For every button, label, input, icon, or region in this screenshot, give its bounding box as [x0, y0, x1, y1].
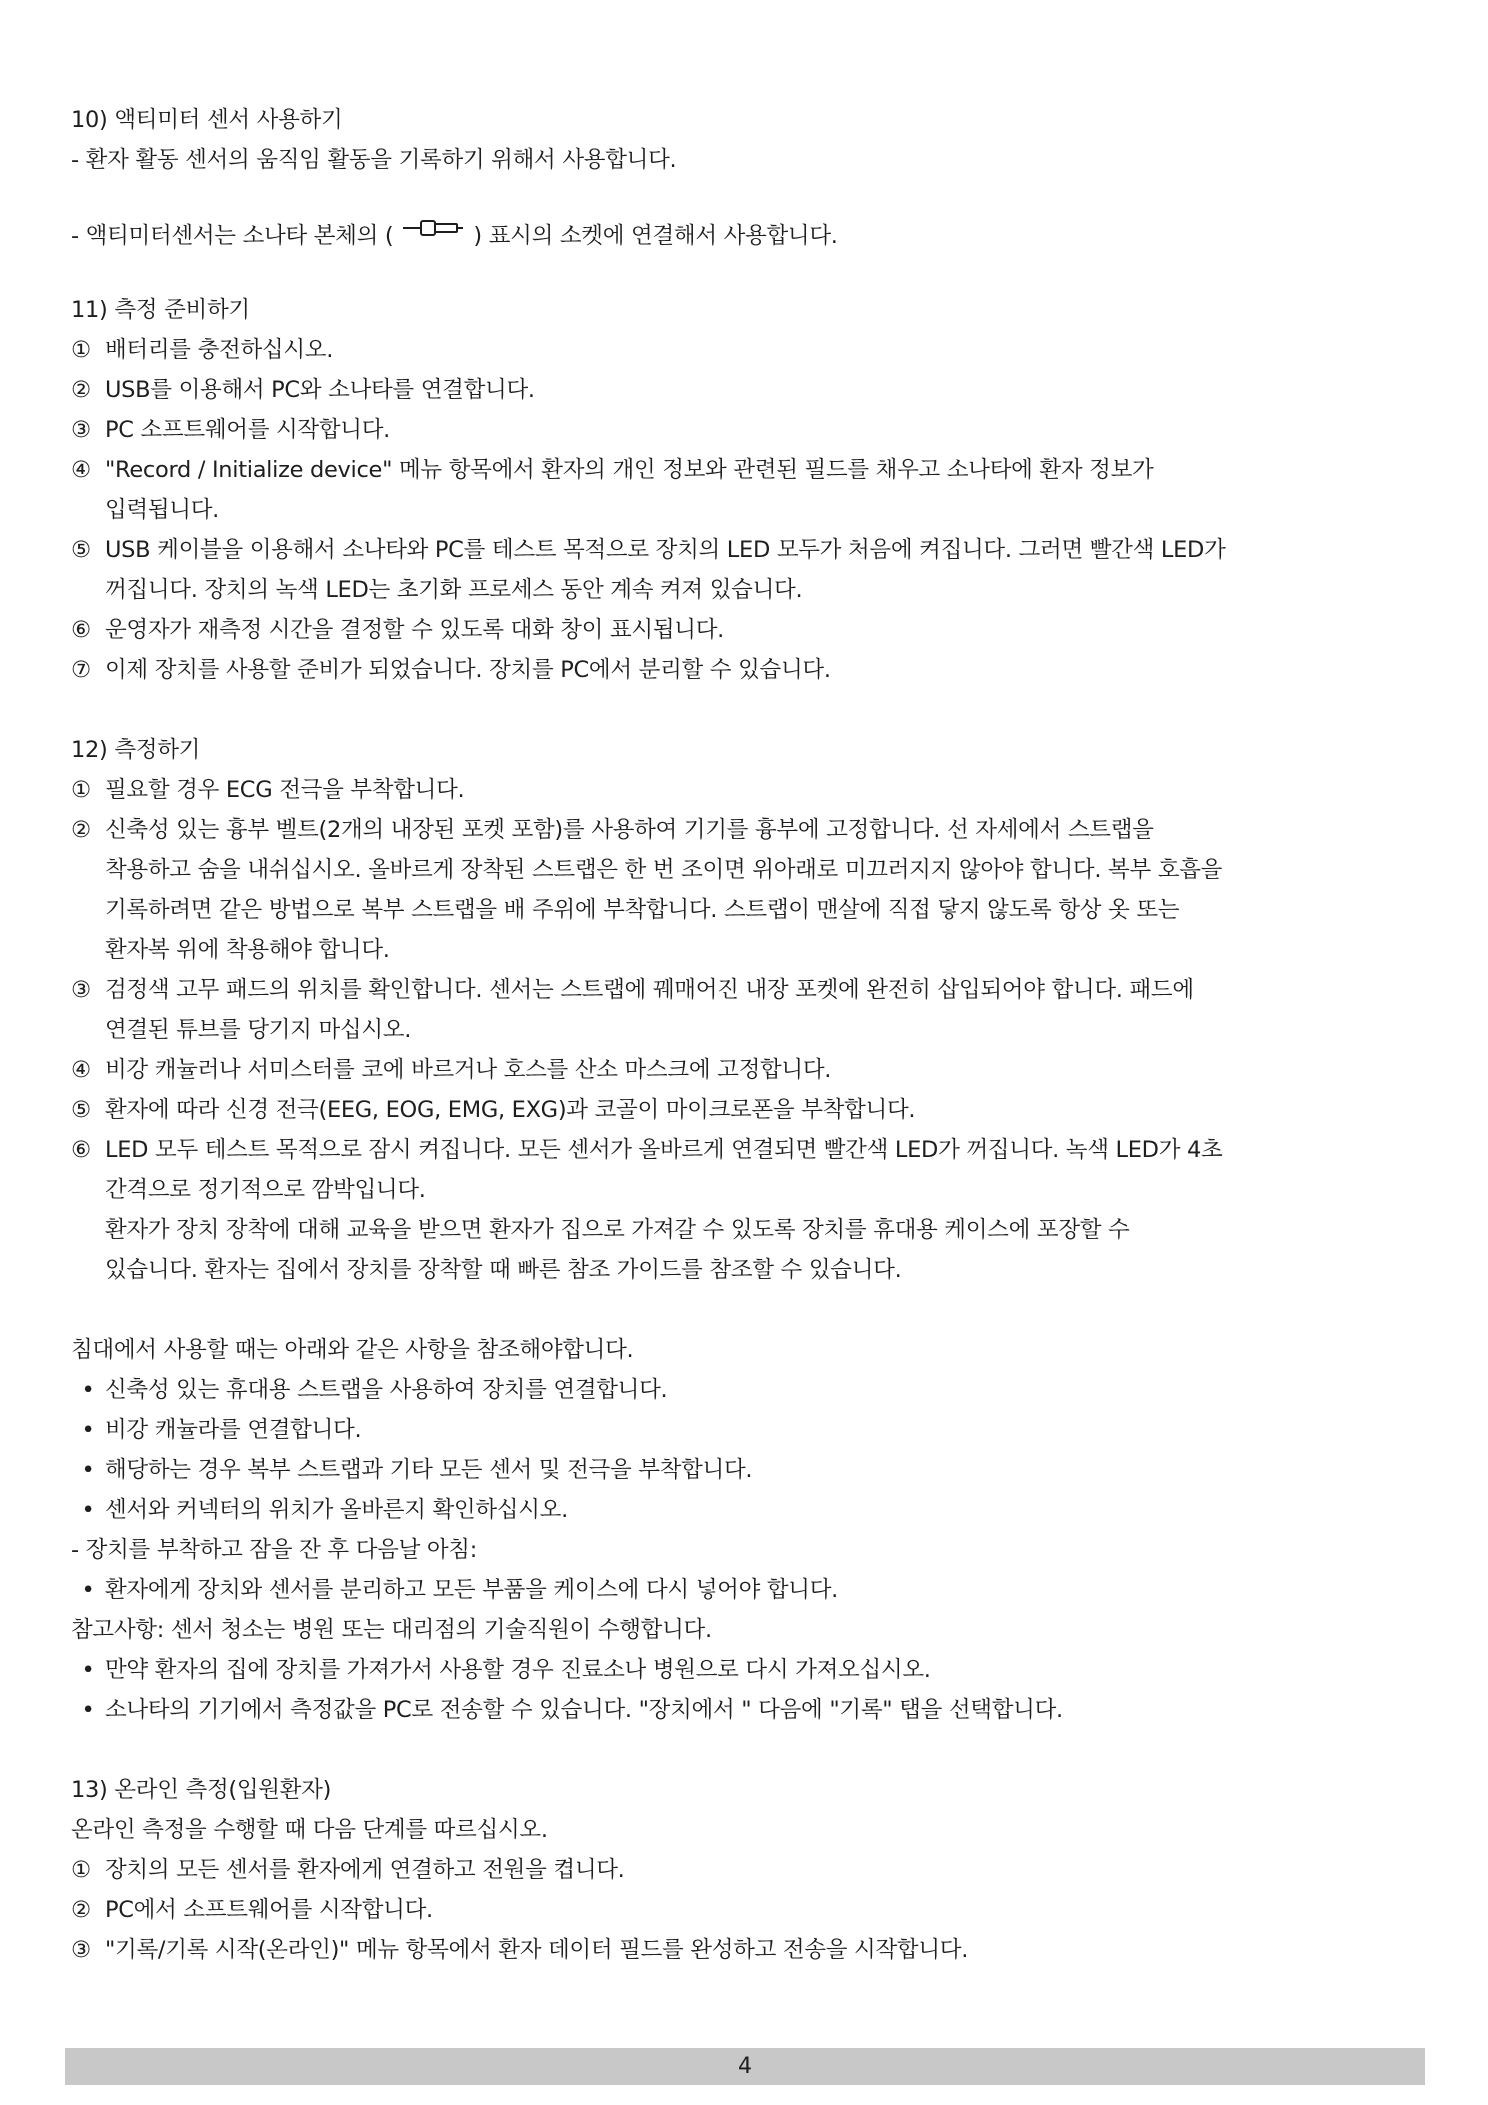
- bed-bullets-1: [71, 1370, 1411, 1530]
- item-text: 필요할 경우 ECG 전극을 부착합니다.: [105, 777, 465, 803]
- bed-bullet-1: [71, 1370, 1411, 1410]
- item-text: 환자에 따라 신경 전극(EEG, EOG, EMG, EXG)과 코골이 마이크로폰을 부착합니다.: [105, 1097, 916, 1123]
- item-text-continuation: 연결된 튜브를 당기지 마십시오.: [105, 1017, 412, 1043]
- item-text-continuation: 착용하고 숨을 내쉬십시오. 올바르게 장착된 스트랩은 한 번 조이면 위아래로 미끄러지지 않아야 합니다. 복부 호흡을: [105, 857, 1223, 883]
- item-text-continuation: 입력됩니다.: [105, 497, 220, 523]
- item-text: 이제 장치를 사용할 준비가 되었습니다. 장치를 PC에서 분리할 수 있습니다.: [105, 657, 831, 683]
- section-11-title: 11) 측정 준비하기: [71, 297, 250, 323]
- bullet-icon: •: [81, 1377, 95, 1403]
- next-morning-line: - 장치를 부착하고 잠을 잔 후 다음날 아침:: [71, 1537, 478, 1563]
- section-12-title: 12) 측정하기: [71, 737, 201, 763]
- section-11-item-6: [71, 610, 1411, 650]
- bullet-icon: •: [81, 1417, 95, 1443]
- section-11-item-3: [71, 410, 1411, 450]
- item-number: ⑥: [71, 1137, 91, 1163]
- item-number: ②: [71, 817, 91, 843]
- bullet-icon: •: [81, 1497, 95, 1523]
- item-text: 검정색 고무 패드의 위치를 확인합니다. 센서는 스트랩에 꿰매어진 내장 포켓에 완전히 삽입되어야 합니다. 패드에: [105, 977, 1194, 1003]
- section-11-list: [71, 330, 1411, 690]
- item-number: ③: [71, 417, 91, 443]
- section-11-item-1: [71, 330, 1411, 370]
- item-number: ①: [71, 777, 91, 803]
- bed-bullets-2: [71, 1570, 1411, 1610]
- bed-bullet-3: [71, 1450, 1411, 1490]
- section-12-item-2: [71, 810, 1411, 850]
- section-12-item-4: [71, 1050, 1411, 1090]
- item-text-continuation: 있습니다. 환자는 집에서 장치를 장착할 때 빠른 참조 가이드를 참조할 수 있습니다.: [105, 1257, 902, 1283]
- section-12-item-3: [71, 970, 1411, 1010]
- section-10-line-2-before: - 액티미터센서는 소나타 본체의 (: [71, 223, 394, 249]
- bullet-text: 해당하는 경우 복부 스트랩과 기타 모든 센서 및 전극을 부착합니다.: [105, 1457, 753, 1483]
- bullet-text: 소나타의 기기에서 측정값을 PC로 전송할 수 있습니다. "장치에서 " 다음에 "기록" 탭을 선택합니다.: [105, 1697, 1063, 1723]
- item-number: ②: [71, 1897, 91, 1923]
- section-10-title: 10) 액티미터 센서 사용하기: [71, 107, 343, 133]
- note-line: 참고사항: 센서 청소는 병원 또는 대리점의 기술직원이 수행합니다.: [71, 1617, 712, 1643]
- morning-bullet-1: [71, 1570, 1411, 1610]
- section-10-line-2-after: ) 표시의 소켓에 연결해서 사용합니다.: [473, 223, 838, 249]
- item-text-continuation: 환자복 위에 착용해야 합니다.: [105, 937, 390, 963]
- item-text: PC에서 소프트웨어를 시작합니다.: [105, 1897, 433, 1923]
- bullet-text: 만약 환자의 집에 장치를 가져가서 사용할 경우 진료소나 병원으로 다시 가져오십시오.: [105, 1657, 931, 1683]
- item-text-continuation: 기록하려면 같은 방법으로 복부 스트랩을 배 주위에 부착합니다. 스트랩이 맨살에 직접 닿지 않도록 항상 옷 또는: [105, 897, 1180, 923]
- item-number: ①: [71, 1857, 91, 1883]
- section-11-item-2: [71, 370, 1411, 410]
- note-bullet-1: [71, 1650, 1411, 1690]
- item-number: ⑤: [71, 1097, 91, 1123]
- document-page: [71, 100, 1411, 1970]
- section-12-list: [71, 770, 1411, 1290]
- note-bullet-2: [71, 1690, 1411, 1730]
- item-number: ③: [71, 977, 91, 1003]
- section-13-item-2: [71, 1890, 1411, 1930]
- section-11-item-4: [71, 450, 1411, 490]
- item-text: USB 케이블을 이용해서 소나타와 PC를 테스트 목적으로 장치의 LED 모두가 처음에 켜집니다. 그러면 빨간색 LED가: [105, 537, 1226, 563]
- item-text: USB를 이용해서 PC와 소나타를 연결합니다.: [105, 377, 535, 403]
- section-10-line-2: [71, 210, 1411, 250]
- section-13-title: 13) 온라인 측정(입원환자): [71, 1777, 332, 1803]
- item-number: ④: [71, 1057, 91, 1083]
- bed-intro: 침대에서 사용할 때는 아래와 같은 사항을 참조해야합니다.: [71, 1337, 634, 1363]
- bed-bullet-4: [71, 1490, 1411, 1530]
- item-text: PC 소프트웨어를 시작합니다.: [105, 417, 391, 443]
- item-number: ⑦: [71, 657, 91, 683]
- bullet-icon: •: [81, 1577, 95, 1603]
- bullet-icon: •: [81, 1697, 95, 1723]
- item-text-continuation: 간격으로 정기적으로 깜박입니다.: [105, 1177, 426, 1203]
- item-number: ⑥: [71, 617, 91, 643]
- section-10-line-1: - 환자 활동 센서의 움직임 활동을 기록하기 위해서 사용합니다.: [71, 147, 677, 173]
- section-13-list: [71, 1850, 1411, 1970]
- section-12-item-5: [71, 1090, 1411, 1130]
- bullet-text: 센서와 커넥터의 위치가 올바른지 확인하십시오.: [105, 1497, 568, 1523]
- section-13-item-3: [71, 1930, 1411, 1970]
- section-12-item-6: [71, 1130, 1411, 1170]
- item-text: 장치의 모든 센서를 환자에게 연결하고 전원을 켭니다.: [105, 1857, 625, 1883]
- section-12-item-1: [71, 770, 1411, 810]
- item-text: 신축성 있는 흉부 벨트(2개의 내장된 포켓 포함)를 사용하여 기기를 흉부에 고정합니다. 선 자세에서 스트랩을: [105, 817, 1154, 843]
- item-text: "Record / Initialize device" 메뉴 항목에서 환자의 개인 정보와 관련된 필드를 채우고 소나타에 환자 정보가: [105, 457, 1154, 483]
- bullet-icon: •: [81, 1657, 95, 1683]
- section-13-item-1: [71, 1850, 1411, 1890]
- item-text-continuation: 환자가 장치 장착에 대해 교육을 받으면 환자가 집으로 가져갈 수 있도록 장치를 휴대용 케이스에 포장할 수: [105, 1217, 1130, 1243]
- item-number: ①: [71, 337, 91, 363]
- item-number: ③: [71, 1937, 91, 1963]
- item-number: ④: [71, 457, 91, 483]
- item-text: 비강 캐뉼러나 서미스터를 코에 바르거나 호스를 산소 마스크에 고정합니다.: [105, 1057, 832, 1083]
- item-number: ⑤: [71, 537, 91, 563]
- page-number: 4: [738, 2054, 752, 2079]
- section-11-item-5: [71, 530, 1411, 570]
- bed-bullet-2: [71, 1410, 1411, 1450]
- item-text: "기록/기록 시작(온라인)" 메뉴 항목에서 환자 데이터 필드를 완성하고 전송을 시작합니다.: [105, 1937, 969, 1963]
- item-text: 배터리를 충전하십시오.: [105, 337, 334, 363]
- bullet-text: 신축성 있는 휴대용 스트랩을 사용하여 장치를 연결합니다.: [105, 1377, 668, 1403]
- bullet-icon: •: [81, 1457, 95, 1483]
- bed-bullets-3: [71, 1650, 1411, 1730]
- connector-socket-icon: [403, 210, 463, 250]
- page-footer: [65, 2048, 1425, 2085]
- item-text: 운영자가 재측정 시간을 결정할 수 있도록 대화 창이 표시됩니다.: [105, 617, 724, 643]
- item-number: ②: [71, 377, 91, 403]
- item-text-continuation: 꺼집니다. 장치의 녹색 LED는 초기화 프로세스 동안 계속 켜져 있습니다.: [105, 577, 803, 603]
- item-text: LED 모두 테스트 목적으로 잠시 켜집니다. 모든 센서가 올바르게 연결되면 빨간색 LED가 꺼집니다. 녹색 LED가 4초: [105, 1137, 1223, 1163]
- section-11-item-7: [71, 650, 1411, 690]
- bullet-text: 비강 캐뉼라를 연결합니다.: [105, 1417, 362, 1443]
- bullet-text: 환자에게 장치와 센서를 분리하고 모든 부품을 케이스에 다시 넣어야 합니다.: [105, 1577, 839, 1603]
- section-13-intro: 온라인 측정을 수행할 때 다음 단계를 따르십시오.: [71, 1817, 548, 1843]
